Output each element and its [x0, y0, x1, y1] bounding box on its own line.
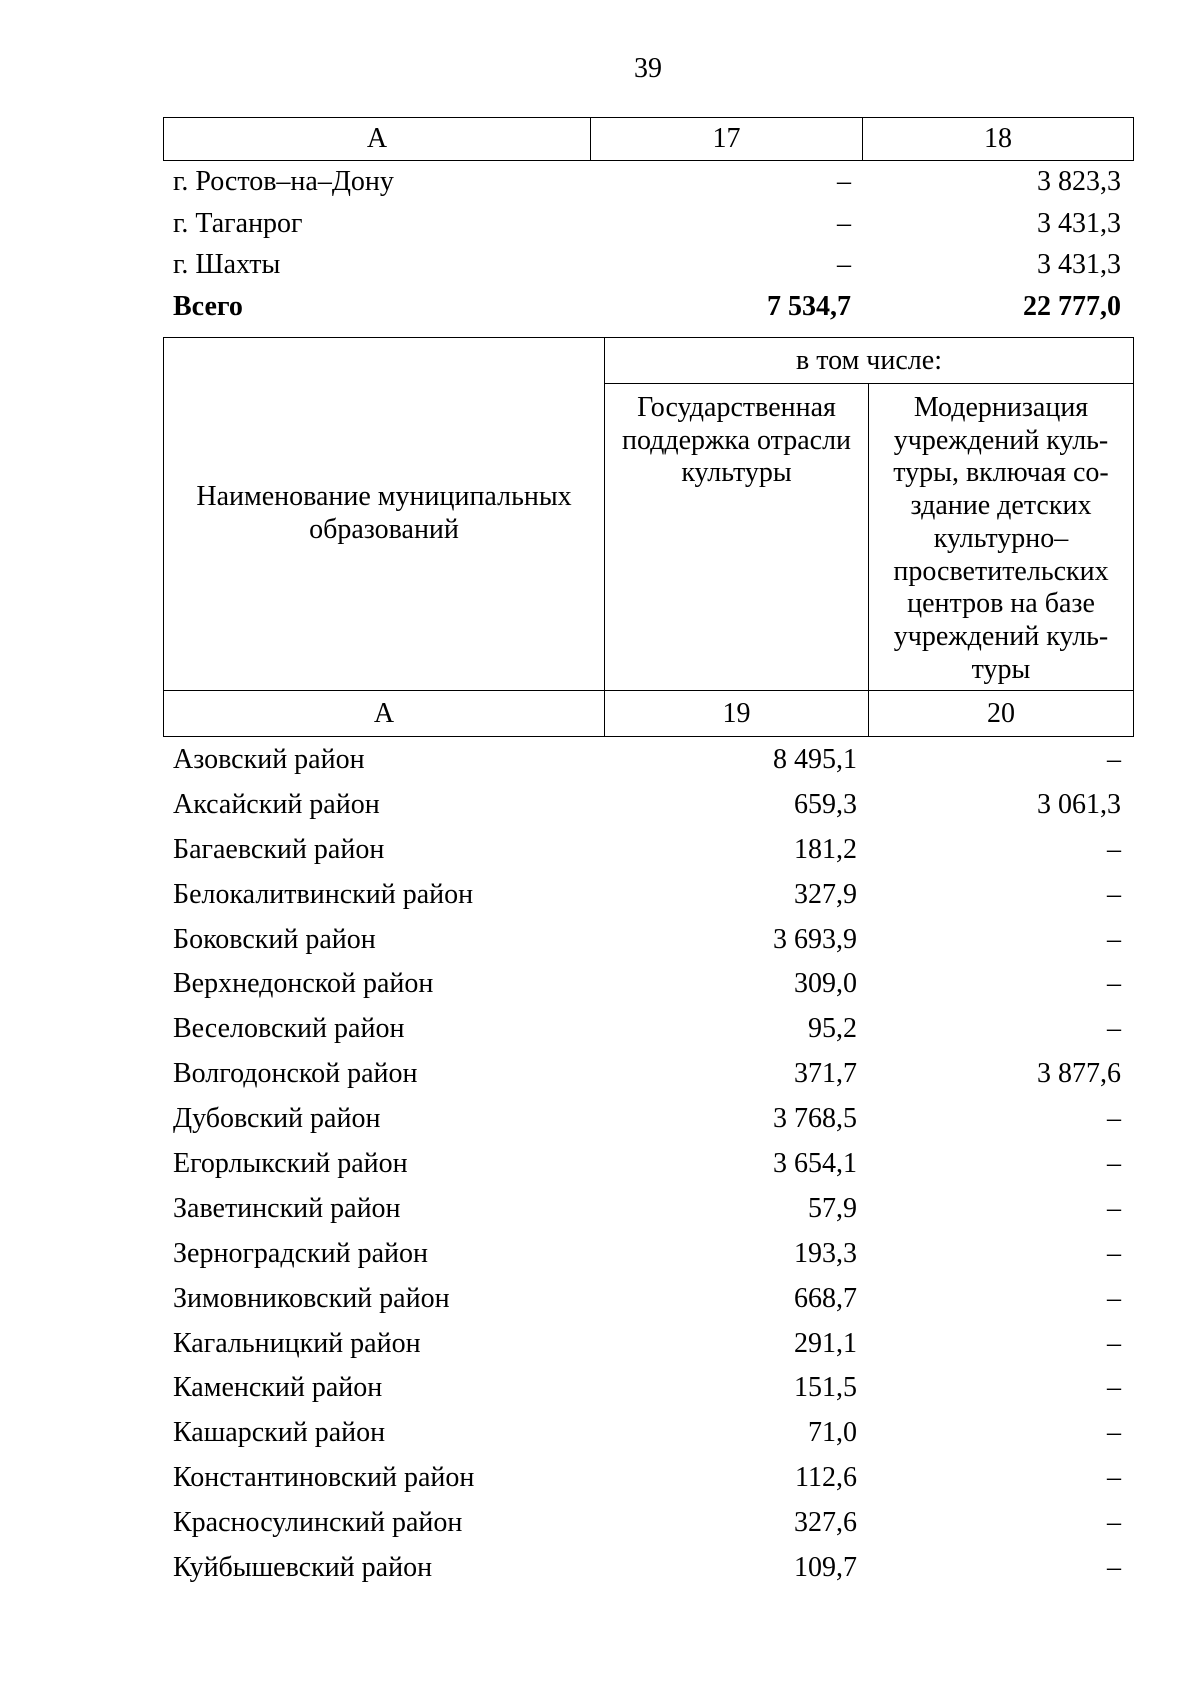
row-name: Заветинский район	[173, 1192, 401, 1224]
table-row	[163, 1366, 1133, 1411]
table1-header-17: 17	[591, 118, 863, 161]
table-row	[163, 1546, 1133, 1591]
row-name: Каменский район	[173, 1372, 383, 1404]
table-row	[163, 783, 1133, 828]
row-value-19: 3 768,5	[773, 1103, 857, 1135]
row-value-20: –	[1107, 1237, 1121, 1269]
row-value-19: 327,6	[794, 1507, 857, 1539]
table-row	[163, 828, 1133, 873]
row-name: Боковский район	[173, 923, 376, 955]
table-row	[163, 1007, 1133, 1052]
row-name: Верхнедонской район	[173, 968, 434, 1000]
table-row	[163, 1142, 1133, 1187]
row-value-19: 112,6	[795, 1462, 857, 1494]
row-name: г. Шахты	[173, 249, 281, 281]
row-name: Егорлыкский район	[173, 1148, 408, 1180]
header-line: просветительских	[893, 555, 1109, 587]
header-line: поддержка отрасли	[621, 424, 852, 456]
row-value-19: 3 693,9	[773, 923, 857, 955]
row-name: Зерноградский район	[173, 1237, 428, 1269]
row-name: Азовский район	[173, 744, 365, 775]
row-name: Кагальницкий район	[173, 1327, 421, 1359]
header-line: Модернизация	[913, 392, 1089, 423]
table1-header	[163, 117, 1134, 161]
table1-header-row	[164, 118, 1134, 161]
table1-body	[163, 161, 1133, 327]
row-value-19: 95,2	[808, 1013, 857, 1045]
row-value-19: 291,1	[794, 1327, 857, 1359]
table1-header-a: А	[164, 118, 591, 161]
row-name: Дубовский район	[173, 1103, 381, 1135]
table-row	[163, 161, 1133, 203]
header-line: здание детских	[910, 490, 1092, 522]
row-value-20: –	[1107, 1103, 1121, 1135]
row-value-20: –	[1107, 1327, 1121, 1359]
table2-header	[163, 337, 1134, 737]
row-value-19: 3 654,1	[773, 1148, 857, 1180]
table-row	[163, 1232, 1133, 1277]
row-value-19: 659,3	[794, 788, 857, 820]
header-line: Государственная	[637, 392, 836, 423]
table2-header-row-1	[164, 338, 1134, 384]
header-line: туры	[971, 653, 1031, 685]
table-row	[163, 962, 1133, 1007]
table-row	[163, 1097, 1133, 1142]
row-value-20: –	[1107, 833, 1121, 865]
col19-header	[605, 384, 869, 691]
row-name: Красносулинский район	[173, 1507, 463, 1539]
row-value-20: –	[1107, 1372, 1121, 1404]
row-value-18: 3 823,3	[1037, 166, 1121, 197]
row-value-19: 71,0	[808, 1417, 857, 1449]
table-row	[163, 1411, 1133, 1456]
header-line: образований	[309, 514, 459, 545]
row-name: Аксайский район	[173, 788, 380, 820]
row-value-19: 668,7	[794, 1282, 857, 1314]
row-value-20: –	[1107, 1192, 1121, 1224]
header-line: учреждений куль-	[893, 424, 1109, 456]
row-name: Зимовниковский район	[173, 1282, 450, 1314]
table2-body	[163, 738, 1133, 1591]
table-row	[163, 1052, 1133, 1097]
row-value-20: –	[1107, 744, 1121, 775]
table-row	[163, 873, 1133, 918]
page-number: 39	[634, 53, 662, 84]
row-value-19: 181,2	[794, 833, 857, 865]
row-value-19: 8 495,1	[773, 744, 857, 775]
row-value-20: –	[1107, 1507, 1121, 1539]
row-name: г. Ростов–на–Дону	[173, 166, 394, 197]
table-row	[163, 1456, 1133, 1501]
total-label: Всего	[173, 290, 243, 322]
row-value-18: 3 431,3	[1037, 249, 1121, 281]
row-name: Константиновский район	[173, 1462, 475, 1494]
row-value-20: –	[1107, 1462, 1121, 1494]
row-value-19: 57,9	[808, 1192, 857, 1224]
row-name: Кашарский район	[173, 1417, 386, 1449]
column-number-a: А	[164, 691, 605, 737]
row-name: Белокалитвинский район	[173, 878, 474, 910]
row-value-19: 327,9	[794, 878, 857, 910]
total-value-17: 7 534,7	[767, 290, 851, 322]
row-value-19: 193,3	[794, 1237, 857, 1269]
row-value-19: 309,0	[794, 968, 857, 1000]
table1-header-18: 18	[863, 118, 1134, 161]
row-value-20: –	[1107, 923, 1121, 955]
header-line: учреждений куль-	[893, 620, 1109, 652]
row-value-17: –	[837, 207, 851, 239]
table-row	[163, 1501, 1133, 1546]
col20-header	[869, 384, 1134, 691]
municipality-name-header	[164, 338, 605, 691]
including-header: в том числе:	[605, 338, 1134, 384]
table-row	[163, 1187, 1133, 1232]
row-value-20: –	[1107, 968, 1121, 1000]
table-row	[163, 1322, 1133, 1367]
table2-column-numbers	[164, 691, 1134, 737]
row-value-17: –	[837, 249, 851, 281]
row-value-20: –	[1107, 1282, 1121, 1314]
row-value-20: 3 877,6	[1037, 1058, 1121, 1090]
row-value-20: –	[1107, 1417, 1121, 1449]
table-row	[163, 1277, 1133, 1322]
column-number-20: 20	[869, 691, 1134, 737]
row-value-20: –	[1107, 1013, 1121, 1045]
row-name: Веселовский район	[173, 1013, 405, 1045]
header-line: туры, включая со-	[893, 457, 1109, 489]
total-row	[163, 286, 1133, 328]
row-name: г. Таганрог	[173, 207, 303, 239]
header-line: Наименование муниципальных	[196, 481, 572, 513]
table-row	[163, 203, 1133, 245]
column-number-19: 19	[605, 691, 869, 737]
header-line: культурно–	[933, 522, 1069, 554]
row-value-20: –	[1107, 878, 1121, 910]
row-name: Волгодонской район	[173, 1058, 418, 1090]
table-row	[163, 738, 1133, 783]
row-value-20: 3 061,3	[1037, 788, 1121, 820]
row-value-19: 371,7	[794, 1058, 857, 1090]
row-name: Куйбышевский район	[173, 1552, 433, 1584]
table-row	[163, 244, 1133, 286]
row-value-20: –	[1107, 1148, 1121, 1180]
header-line: культуры	[681, 457, 792, 489]
row-value-20: –	[1107, 1552, 1121, 1584]
total-value-18: 22 777,0	[1023, 290, 1121, 322]
row-value-17: –	[837, 166, 851, 197]
table-row	[163, 918, 1133, 963]
row-value-18: 3 431,3	[1037, 207, 1121, 239]
row-value-19: 151,5	[794, 1372, 857, 1404]
row-name: Багаевский район	[173, 833, 385, 865]
row-value-19: 109,7	[794, 1552, 857, 1584]
header-line: центров на базе	[907, 588, 1095, 620]
